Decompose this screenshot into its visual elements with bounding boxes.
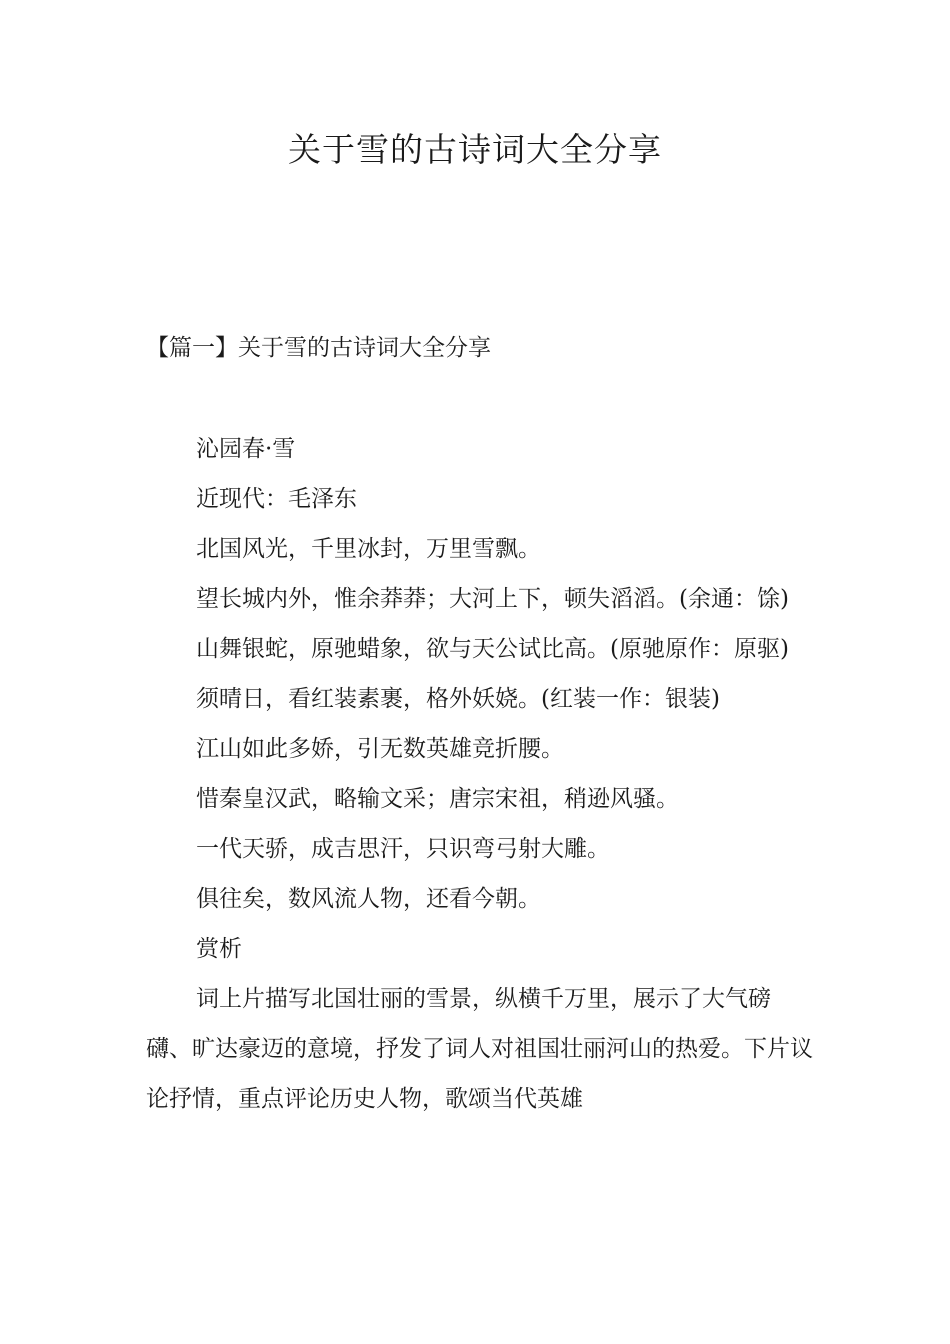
poem-line: 须晴日，看红装素裹，格外妖娆。(红装一作：银装) <box>196 686 720 712</box>
section-heading: 【篇一】关于雪的古诗词大全分享 <box>146 335 491 361</box>
poem-author: 近现代：毛泽东 <box>196 486 357 512</box>
analysis-paragraph: 词上片描写北国壮丽的雪景，纵横千万里，展示了大气磅礴、旷达豪迈的意境，抒发了词人对祖国壮丽河山的热爱。下片议论抒情，重点评论历史人物，歌颂当代英雄 <box>146 986 813 1112</box>
analysis-heading: 赏析 <box>196 936 242 962</box>
poem-line: 江山如此多娇，引无数英雄竞折腰。 <box>196 736 564 762</box>
poem-title: 沁园春·雪 <box>196 436 296 462</box>
document-title: 关于雪的古诗词大全分享 <box>288 130 662 169</box>
poem-line: 俱往矣，数风流人物，还看今朝。 <box>196 886 541 912</box>
poem-line: 惜秦皇汉武，略输文采；唐宗宋祖，稍逊风骚。 <box>196 786 679 812</box>
poem-line: 山舞银蛇，原驰蜡象，欲与天公试比高。(原驰原作：原驱) <box>196 636 789 662</box>
poem-line: 望长城内外，惟余莽莽；大河上下，顿失滔滔。(余通：馀) <box>196 586 789 612</box>
poem-line: 一代天骄，成吉思汗，只识弯弓射大雕。 <box>196 836 610 862</box>
document-body <box>146 424 816 1124</box>
poem-line: 北国风光，千里冰封，万里雪飘。 <box>196 536 541 562</box>
